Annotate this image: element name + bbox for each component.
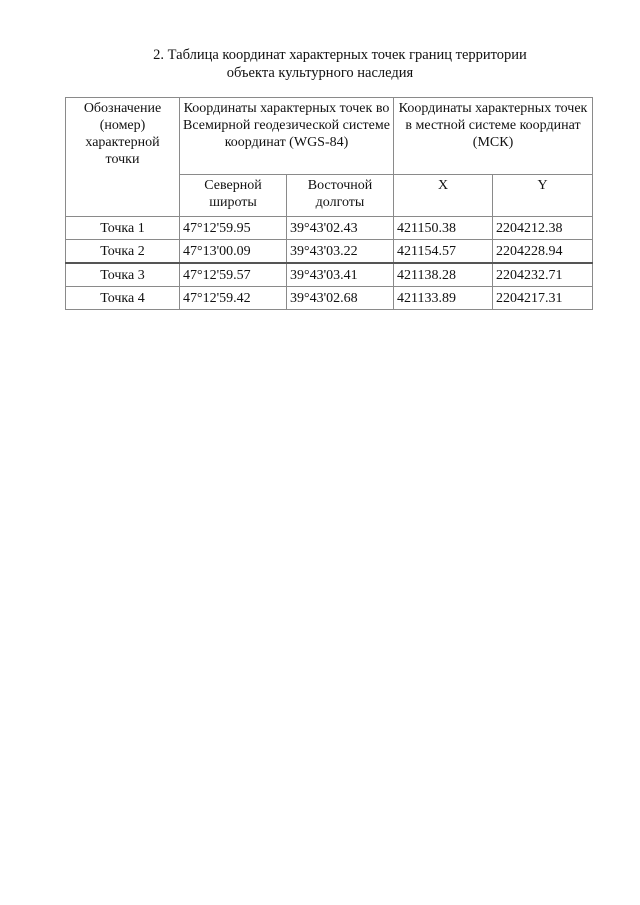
y-cell: 2204212.38 [493, 217, 593, 240]
header-y: Y [493, 175, 593, 217]
y-cell: 2204228.94 [493, 240, 593, 264]
longitude-cell: 39°43'02.68 [287, 287, 394, 310]
caption-line-2: объекта культурного наследия [226, 65, 414, 81]
table-caption [0, 46, 640, 82]
header-point-designation: Обозначение (номер) характерной точки [66, 98, 180, 217]
y-cell: 2204217.31 [493, 287, 593, 310]
table-row [66, 217, 593, 240]
table-row [66, 240, 593, 264]
coordinates-table [65, 97, 593, 310]
longitude-cell: 39°43'03.22 [287, 240, 394, 264]
header-latitude: Северной широты [180, 175, 287, 217]
latitude-cell: 47°12'59.95 [180, 217, 287, 240]
point-name: Точка 4 [66, 287, 180, 310]
latitude-cell: 47°12'59.57 [180, 263, 287, 287]
table-row [66, 287, 593, 310]
longitude-cell: 39°43'02.43 [287, 217, 394, 240]
header-msk: Координаты характерных точек в местной системе координат (МСК) [394, 98, 593, 175]
header-wgs84: Координаты характерных точек во Всемирной геодезической системе координат (WGS-84) [180, 98, 394, 175]
point-name: Точка 1 [66, 217, 180, 240]
caption-line-1: 2. Таблица координат характерных точек границ территории [153, 47, 527, 63]
point-name: Точка 2 [66, 240, 180, 264]
table-row [66, 263, 593, 287]
x-cell: 421133.89 [394, 287, 493, 310]
point-name: Точка 3 [66, 263, 180, 287]
y-cell: 2204232.71 [493, 263, 593, 287]
x-cell: 421138.28 [394, 263, 493, 287]
header-x: X [394, 175, 493, 217]
header-row-1 [66, 98, 593, 175]
x-cell: 421150.38 [394, 217, 493, 240]
header-longitude: Восточной долготы [287, 175, 394, 217]
longitude-cell: 39°43'03.41 [287, 263, 394, 287]
x-cell: 421154.57 [394, 240, 493, 264]
latitude-cell: 47°13'00.09 [180, 240, 287, 264]
latitude-cell: 47°12'59.42 [180, 287, 287, 310]
